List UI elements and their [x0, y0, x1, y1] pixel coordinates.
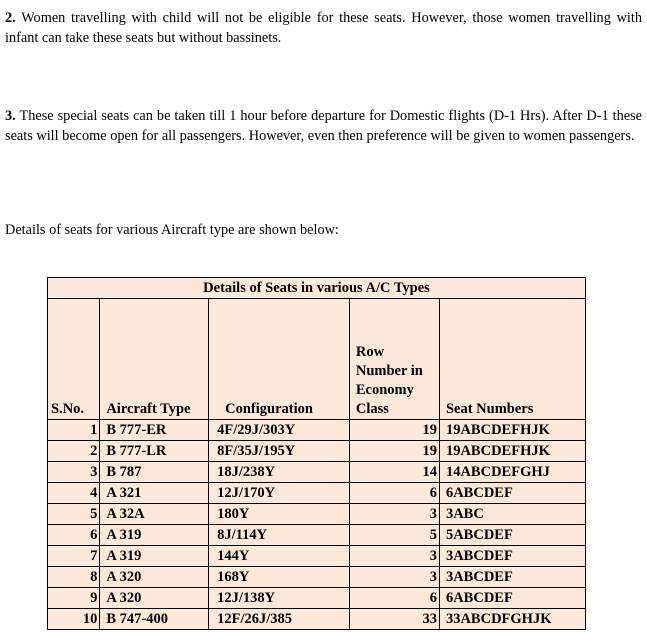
cell-aircraft: B 777-LR	[100, 441, 209, 462]
header-sno: S.No.	[48, 299, 100, 420]
cell-config: 8F/35J/195Y	[209, 441, 350, 462]
paragraph-text: These special seats can be taken till 1 hour before departure for Domestic flights (D-1 Hrs). After D-1 these seats will become open for all passengers. However, even then preference will be given to women passengers.	[5, 108, 642, 144]
cell-row: 14	[349, 462, 439, 483]
cell-sno: 1	[48, 420, 100, 441]
cell-row: 33	[349, 609, 439, 630]
table-header-row	[48, 299, 586, 420]
table-title-row	[48, 278, 586, 299]
table-row	[48, 609, 586, 630]
cell-aircraft: B 747-400	[100, 609, 209, 630]
table-row	[48, 567, 586, 588]
header-row-line: Class	[355, 401, 389, 417]
paragraph-number: 2.	[5, 10, 16, 26]
table-row	[48, 441, 586, 462]
cell-row: 19	[349, 420, 439, 441]
cell-seats: 3ABCDEF	[439, 546, 585, 567]
cell-sno: 7	[48, 546, 100, 567]
cell-config: 18J/238Y	[209, 462, 350, 483]
cell-aircraft: A 321	[100, 483, 209, 504]
cell-config: 12F/26J/385	[209, 609, 350, 630]
cell-row: 3	[349, 546, 439, 567]
header-configuration: Configuration	[209, 299, 350, 420]
header-row-line: Number in	[355, 363, 423, 379]
cell-seats: 3ABC	[439, 504, 585, 525]
cell-sno: 5	[48, 504, 100, 525]
seats-table	[47, 277, 586, 630]
cell-sno: 2	[48, 441, 100, 462]
cell-row: 19	[349, 441, 439, 462]
header-row-line: Row	[355, 344, 385, 360]
table-intro-text: Details of seats for various Aircraft type are shown below:	[5, 222, 339, 238]
cell-seats: 5ABCDEF	[439, 525, 585, 546]
header-aircraft-type: Aircraft Type	[100, 299, 209, 420]
cell-seats: 6ABCDEF	[439, 483, 585, 504]
cell-config: 168Y	[209, 567, 350, 588]
table-row	[48, 420, 586, 441]
cell-seats: 6ABCDEF	[439, 588, 585, 609]
table-row	[48, 525, 586, 546]
cell-config: 8J/114Y	[209, 525, 350, 546]
cell-aircraft: A 320	[100, 588, 209, 609]
cell-sno: 10	[48, 609, 100, 630]
table-row	[48, 504, 586, 525]
cell-sno: 9	[48, 588, 100, 609]
cell-aircraft: A 320	[100, 567, 209, 588]
cell-row: 3	[349, 504, 439, 525]
cell-row: 6	[349, 588, 439, 609]
cell-config: 12J/138Y	[209, 588, 350, 609]
header-row-number	[349, 299, 439, 420]
table-row	[48, 462, 586, 483]
cell-config: 180Y	[209, 504, 350, 525]
cell-sno: 6	[48, 525, 100, 546]
cell-config: 144Y	[209, 546, 350, 567]
paragraph-women-with-child	[5, 8, 642, 48]
cell-seats: 19ABCDEFHJK	[439, 441, 585, 462]
cell-row: 3	[349, 567, 439, 588]
cell-aircraft: B 787	[100, 462, 209, 483]
header-row-line: Economy	[355, 382, 414, 398]
cell-aircraft: A 319	[100, 546, 209, 567]
cell-config: 12J/170Y	[209, 483, 350, 504]
table-row	[48, 483, 586, 504]
table-title: Details of Seats in various A/C Types	[48, 278, 586, 299]
cell-aircraft: B 777-ER	[100, 420, 209, 441]
paragraph-text: Women travelling with child will not be eligible for these seats. However, those women travelling with infant can take these seats but without bassinets.	[5, 10, 642, 46]
header-seat-numbers: Seat Numbers	[439, 299, 585, 420]
cell-row: 5	[349, 525, 439, 546]
cell-config: 4F/29J/303Y	[209, 420, 350, 441]
paragraph-number: 3.	[5, 108, 16, 124]
cell-seats: 33ABCDFGHJK	[439, 609, 585, 630]
paragraph-special-seats-timing	[5, 106, 642, 146]
cell-seats: 19ABCDEFHJK	[439, 420, 585, 441]
cell-aircraft: A 319	[100, 525, 209, 546]
cell-aircraft: A 32A	[100, 504, 209, 525]
cell-sno: 4	[48, 483, 100, 504]
table-row	[48, 546, 586, 567]
cell-sno: 3	[48, 462, 100, 483]
cell-sno: 8	[48, 567, 100, 588]
cell-row: 6	[349, 483, 439, 504]
cell-seats: 14ABCDEFGHJ	[439, 462, 585, 483]
table-row	[48, 588, 586, 609]
cell-seats: 3ABCDEF	[439, 567, 585, 588]
